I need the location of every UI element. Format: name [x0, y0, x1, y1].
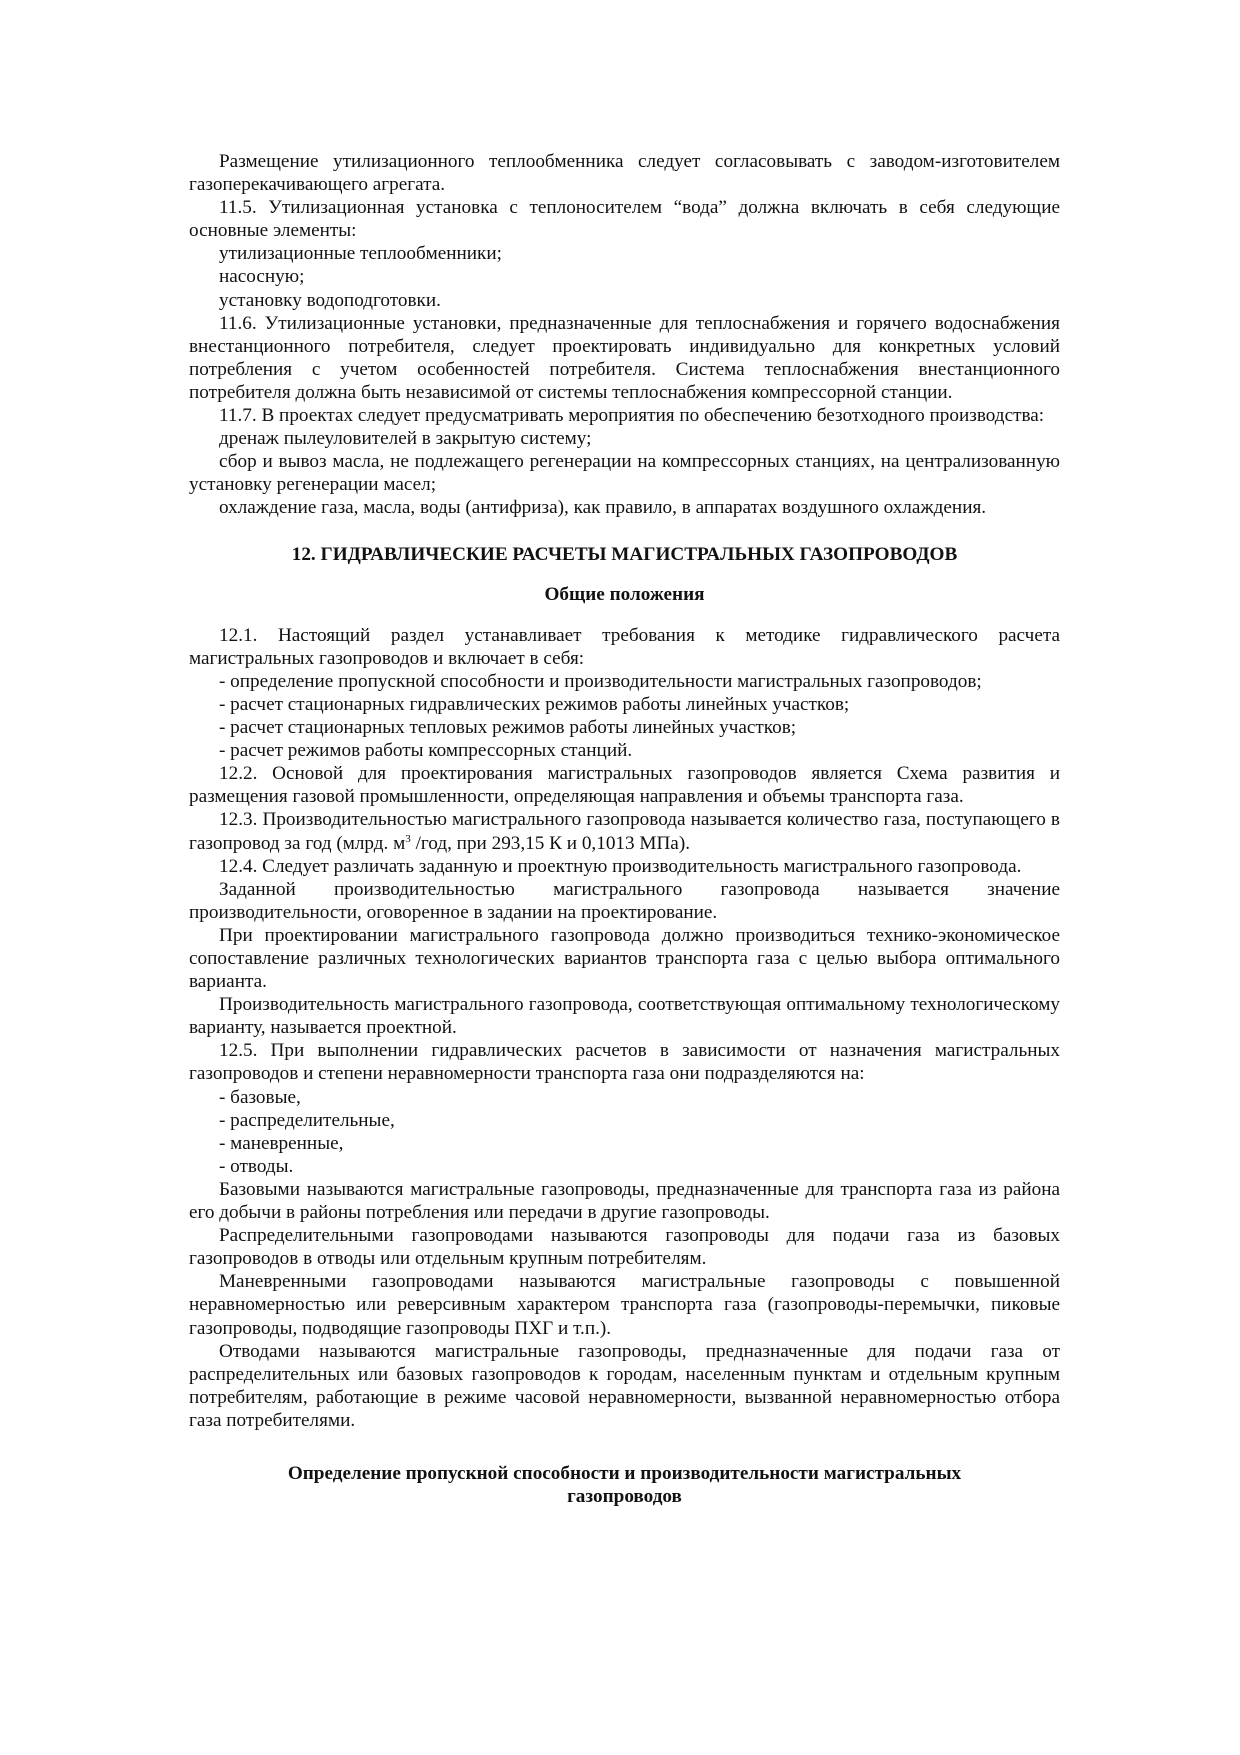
list-item: - расчет стационарных гидравлических режимов работы линейных участков; [219, 693, 850, 715]
subsection-title: Общие положения [544, 583, 705, 605]
closing-title: Определение пропускной способности и производительности магистральных газопроводов [287, 1462, 962, 1508]
paragraph: сбор и вывоз масла, не подлежащего регенерации на компрессорных станциях, на централизованную установку регенерации масел; [189, 451, 1060, 496]
paragraph: 11.5. Утилизационная установка с теплоносителем “вода” должна включать в себя следующие основные элементы: [189, 197, 1060, 242]
section-title: 12. ГИДРАВЛИЧЕСКИЕ РАСЧЕТЫ МАГИСТРАЛЬНЫХ ГАЗОПРОВОДОВ [291, 543, 958, 565]
paragraph-12-3-text: 12.3. Производительностью магистрального газопровода называется количество газа, поступающего в газопровод за год (млрд. м [189, 809, 1060, 854]
list-item: - отводы. [219, 1155, 294, 1177]
list-item: утилизационные теплообменники; [219, 243, 502, 265]
superscript-3: 3 [405, 832, 411, 845]
list-item: - расчет режимов работы компрессорных станций. [219, 740, 633, 762]
paragraph: Распределительными газопроводами называются газопроводы для подачи газа из базовых газопроводов в отводы или отдельным крупным потребителям. [189, 1225, 1060, 1270]
paragraph: При проектировании магистрального газопровода должно производиться технико-экономическое сопоставление различных технологических вариантов транспорта газа с целью выбора оптимального варианта. [189, 924, 1060, 993]
list-item: - распределительные, [219, 1109, 395, 1131]
paragraph: 11.6. Утилизационные установки, предназначенные для теплоснабжения и горячего водоснабжения внестанционного потребителя, следует проектировать индивидуально для конкретных условий потребления с учетом особенностей потребителя. Система теплоснабжения внестанционного потребителя должна быть независимой от системы теплоснабжения компрессорной станции. [189, 312, 1060, 403]
list-item: установку водоподготовки. [219, 289, 441, 311]
list-item: охлаждение газа, масла, воды (антифриза), как правило, в аппаратах воздушного охлаждения. [219, 497, 987, 519]
list-item: насосную; [219, 266, 305, 288]
paragraph: 12.2. Основой для проектирования магистральных газопроводов является Схема развития и размещения газовой промышленности, определяющая направления и объемы транспорта газа. [189, 763, 1060, 808]
paragraph: Производительность магистрального газопровода, соответствующая оптимальному технологическому варианту, называется проектной. [189, 994, 1060, 1039]
paragraph: Размещение утилизационного теплообменника следует согласовывать с заводом-изготовителем газоперекачивающего агрегата. [189, 151, 1060, 196]
paragraph: 12.1. Настоящий раздел устанавливает требования к методике гидравлического расчета магистральных газопроводов и включает в себя: [189, 624, 1060, 669]
list-item: - базовые, [219, 1086, 301, 1108]
section-11-text [189, 150, 1060, 520]
paragraph-12-3-tail: /год, при 293,15 К и 0,1013 МПа). [410, 832, 691, 854]
paragraph: Отводами называются магистральные газопроводы, предназначенные для подачи газа от распределительных или базовых газопроводов к городам, населенным пунктам и отдельным крупным потребителям, работающие в режиме часовой неравномерности, вызванной неравномерностью отбора газа потребителями. [189, 1340, 1060, 1431]
section-12-intro [189, 624, 1060, 809]
paragraph: 12.4. Следует различать заданную и проектную производительность магистрального газопровода. [219, 855, 1022, 877]
list-item: дренаж пылеуловителей в закрытую систему; [219, 428, 592, 450]
paragraph: Маневренными газопроводами называются магистральные газопроводы с повышенной неравномерностью или реверсивным характером транспорта газа (газопроводы-перемычки, пиковые газопроводы, подводящие газопроводы ПХГ и т.п.). [189, 1271, 1060, 1339]
paragraph-12-3 [189, 808, 1060, 854]
list-item: - маневренные, [219, 1132, 344, 1154]
paragraph: 12.5. При выполнении гидравлических расчетов в зависимости от назначения магистральных газопроводов и степени неравномерности транспорта газа они подразделяются на: [189, 1040, 1060, 1085]
paragraph: 11.7. В проектах следует предусматривать мероприятия по обеспечению безотходного производства: [219, 405, 1045, 427]
paragraph: Заданной производительностью магистрального газопровода называется значение производительности, оговоренное в задании на проектирование. [189, 878, 1060, 923]
list-item: - расчет стационарных тепловых режимов работы линейных участков; [219, 717, 797, 739]
paragraph: Базовыми называются магистральные газопроводы, предназначенные для транспорта газа из района его добычи в районы потребления или передачи в другие газопроводы. [189, 1178, 1060, 1224]
list-item: - определение пропускной способности и производительности магистральных газопроводов; [219, 670, 982, 692]
section-12-body [189, 855, 1060, 1432]
